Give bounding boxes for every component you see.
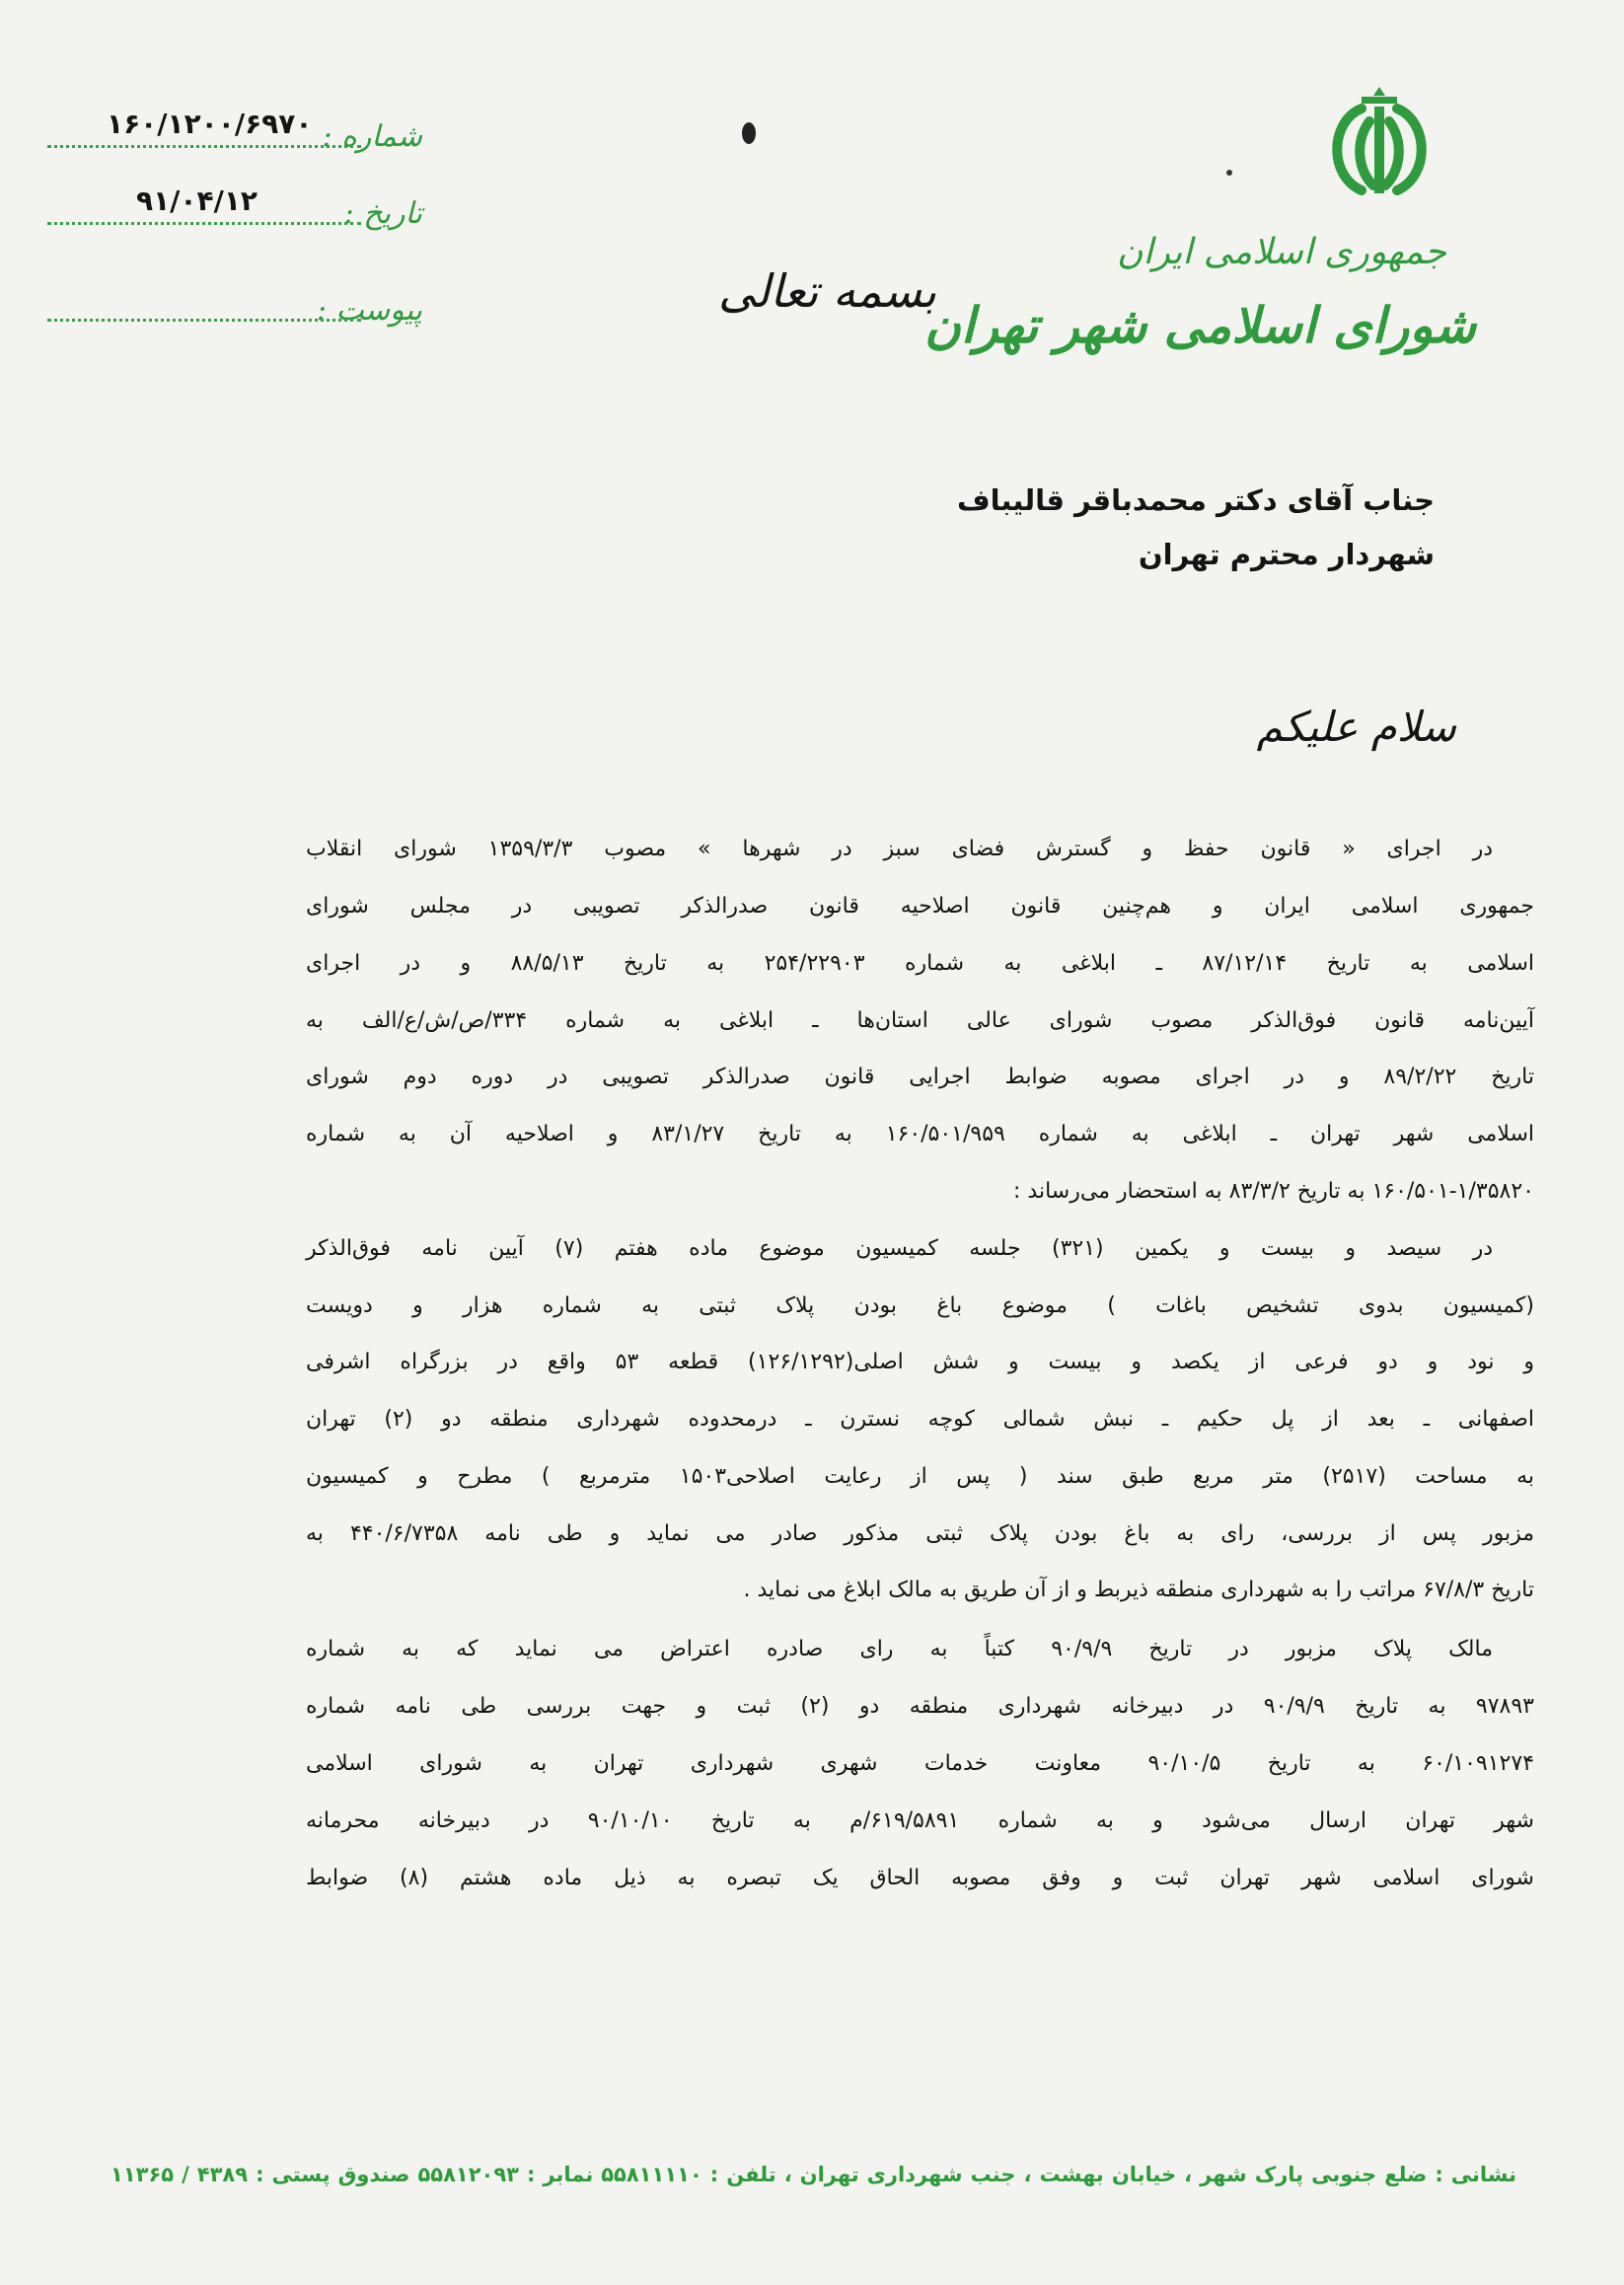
body-line: اسلامی شهر تهران ـ ابلاغی به شماره ۱۶۰/۵۰۱/۹۵۹ به تاریخ ۸۳/۱/۲۷ و اصلاحیه آن به شماره bbox=[306, 1122, 1535, 1146]
body-line: اسلامی به تاریخ ۸۷/۱۲/۱۴ ـ ابلاغی به شماره ۲۵۴/۲۲۹۰۳ به تاریخ ۸۸/۵/۱۳ و در اجرای bbox=[306, 951, 1535, 976]
body-line: و نود و دو فرعی از یکصد و بیست و شش اصلی(۱۲۶/۱۲۹۲) قطعه ۵۳ واقع در بزرگراه اشرفی bbox=[306, 1350, 1535, 1374]
letter-number-label: شماره : bbox=[322, 119, 422, 154]
dotted-line bbox=[47, 222, 361, 225]
footer-address: نشانی : ضلع جنوبی پارک شهر ، خیابان بهشت ، جنب شهرداری تهران ، تلفن : ۵۵۸۱۱۱۱۰ نمابر : ۵۵۸۱۲۰۹۳ صندوق پستی : ۴۳۸۹ / ۱۱۳۶۵ bbox=[111, 2163, 1517, 2186]
attachment-field bbox=[47, 272, 422, 332]
letter-date-value: ۹۱/۰۴/۱۲ bbox=[136, 184, 258, 217]
body-line: تاریخ ۶۷/۸/۳ مراتب را به شهرداری منطقه ذیربط و از آن طریق به مالک ابلاغ می نماید . bbox=[743, 1578, 1534, 1602]
recipient-name: جناب آقای دکتر محمدباقر قالیباف bbox=[956, 483, 1435, 517]
body-line: جمهوری اسلامی ایران و هم‌چنین قانون اصلاحیه قانون صدرالذکر تصویبی در مجلس شورای bbox=[306, 894, 1534, 919]
iran-emblem-icon bbox=[1300, 87, 1458, 205]
attachment-label: پیوست : bbox=[316, 293, 422, 328]
body-line: (کمیسیون بدوی تشخیص باغات ) موضوع باغ بودن پلاک ثبتی به شماره هزار و دویست bbox=[306, 1293, 1534, 1318]
body-line: مالک پلاک مزبور در تاریخ ۹۰/۹/۹ کتباً به رای صادره اعتراض می نماید که به شماره bbox=[306, 1637, 1493, 1661]
body-line: شهر تهران ارسال می‌شود و به شماره ۶۱۹/۵۸۹۱/م به تاریخ ۹۰/۱۰/۱۰ در دبیرخانه محرمانه bbox=[306, 1808, 1534, 1833]
body-line: در سیصد و بیست و یکمین (۳۲۱) جلسه کمیسیون موضوع ماده هفتم (۷) آیین نامه فوق‌الذکر bbox=[306, 1236, 1494, 1261]
body-line: ۶۰/۱۰۹۱۲۷۴ به تاریخ ۹۰/۱۰/۵ معاونت خدمات شهری شهرداری تهران به شورای اسلامی bbox=[306, 1751, 1535, 1776]
body-line: به مساحت (۲۵۱۷) متر مربع طبق سند ( پس از رعایت اصلاحی۱۵۰۳ مترمربع ) مطرح و کمیسیون bbox=[306, 1464, 1534, 1489]
body-line: اصفهانی ـ بعد از پل حکیم ـ نبش شمالی کوچه نسترن ـ درمحدوده شهرداری منطقه دو (۲) تهران bbox=[306, 1407, 1534, 1432]
body-line: آیین‌نامه قانون فوق‌الذکر مصوب شورای عالی استان‌ها ـ ابلاغی به شماره ۳۳۴/ص/ش/ع/الف به bbox=[306, 1008, 1534, 1033]
org-country-name: جمهوری اسلامی ایران bbox=[1117, 232, 1446, 272]
basmala-heading: بسمه تعالی bbox=[718, 264, 937, 318]
dotted-line bbox=[47, 145, 361, 148]
body-line: مزبور پس از بررسی، رای به باغ بودن پلاک ثبتی مذکور صادر می نماید و طی نامه ۴۴۰/۶/۷۳۵۸ به bbox=[306, 1521, 1534, 1546]
body-line: شورای اسلامی شهر تهران ثبت و وفق مصوبه الحاق یک تبصره به ذیل ماده هشتم (۸) ضوابط bbox=[306, 1866, 1534, 1890]
scan-speck bbox=[742, 122, 756, 144]
scan-speck bbox=[1226, 170, 1232, 176]
org-council-name: شورای اسلامی شهر تهران bbox=[924, 296, 1476, 354]
dotted-line bbox=[47, 319, 361, 322]
letter-date-label: تاریخ : bbox=[343, 196, 422, 231]
body-line: ۱۶۰/۵۰۱-۱/۳۵۸۲۰ به تاریخ ۸۳/۳/۲ به استحضار می‌رساند : bbox=[1013, 1179, 1534, 1204]
letter-number-value: ۱۶۰/۱۲۰۰/۶۹۷۰ bbox=[107, 108, 313, 140]
letter-number-field bbox=[47, 99, 422, 158]
body-line: تاریخ ۸۹/۲/۲۲ و در اجرای مصوبه ضوابط اجرایی قانون صدرالذکر تصویبی در دوره دوم شورای bbox=[306, 1065, 1534, 1089]
letter-date-field bbox=[47, 176, 422, 235]
salutation: سلام علیکم bbox=[1256, 702, 1456, 751]
body-line: در اجرای « قانون حفظ و گسترش فضای سبز در شهرها » مصوب ۱۳۵۹/۳/۳ شورای انقلاب bbox=[306, 837, 1493, 861]
recipient-title: شهردار محترم تهران bbox=[1138, 538, 1435, 571]
body-line: ۹۷۸۹۳ به تاریخ ۹۰/۹/۹ در دبیرخانه شهرداری منطقه دو (۲) ثبت و جهت بررسی طی نامه شماره bbox=[306, 1694, 1534, 1719]
